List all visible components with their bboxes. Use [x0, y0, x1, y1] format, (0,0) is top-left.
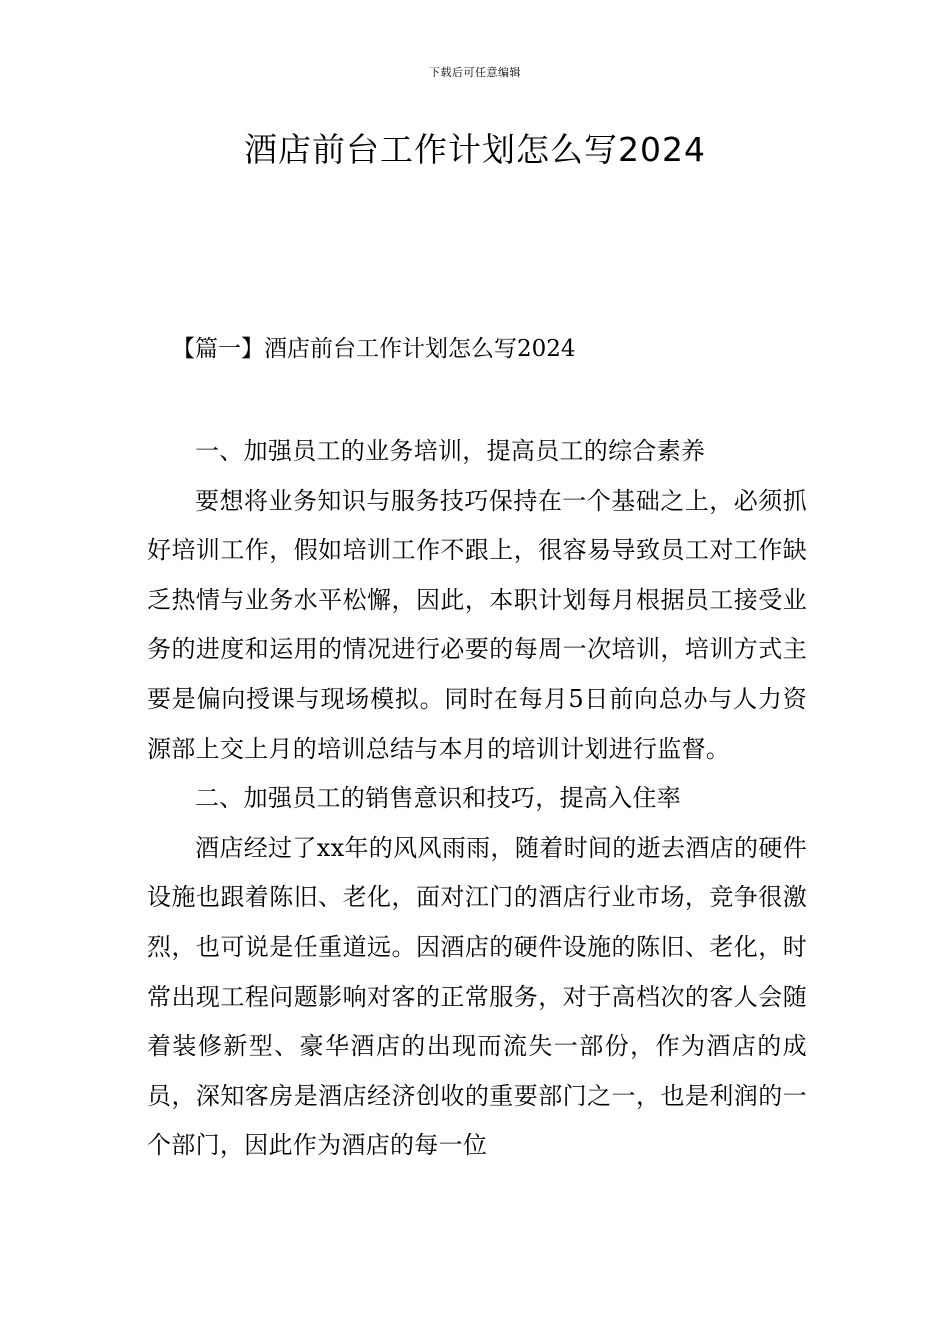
document-title: 酒店前台工作计划怎么写2024 [244, 130, 706, 169]
paragraph-2: 酒店经过了xx年的风风雨雨，随着时间的逝去酒店的硬件设施也跟着陈旧、老化，面对江门的酒店行业市场，竞争很激烈，也可说是任重道远。因酒店的硬件设施的陈旧、老化，时常出现工程问题影响对客的正常服务，对于高档次的客人会随着装修新型、豪华酒店的出现而流失一部份，作为酒店的成员，深知客房是酒店经济创收的重要部门之一，也是利润的一个部门，因此作为酒店的每一位 [147, 833, 807, 1160]
header-note: 下载后可任意编辑 [429, 66, 521, 79]
paragraph-1: 要想将业务知识与服务技巧保持在一个基础之上，必须抓好培训工作，假如培训工作不跟上，很容易导致员工对工作缺乏热情与业务水平松懈，因此，本职计划每月根据员工接受业务的进度和运用的情况进行必要的每周一次培训，培训方式主要是偏向授课与现场模拟。同时在每月5日前向总办与人力资源部上交上月的培训总结与本月的培训计划进行监督。 [147, 486, 807, 763]
section-heading: 【篇一】酒店前台工作计划怎么写2024 [172, 336, 576, 362]
subheading-2: 二、加强员工的销售意识和技巧，提高入住率 [195, 784, 681, 813]
subheading-1: 一、加强员工的业务培训，提高员工的综合素养 [195, 437, 706, 465]
body-text [147, 427, 807, 1171]
